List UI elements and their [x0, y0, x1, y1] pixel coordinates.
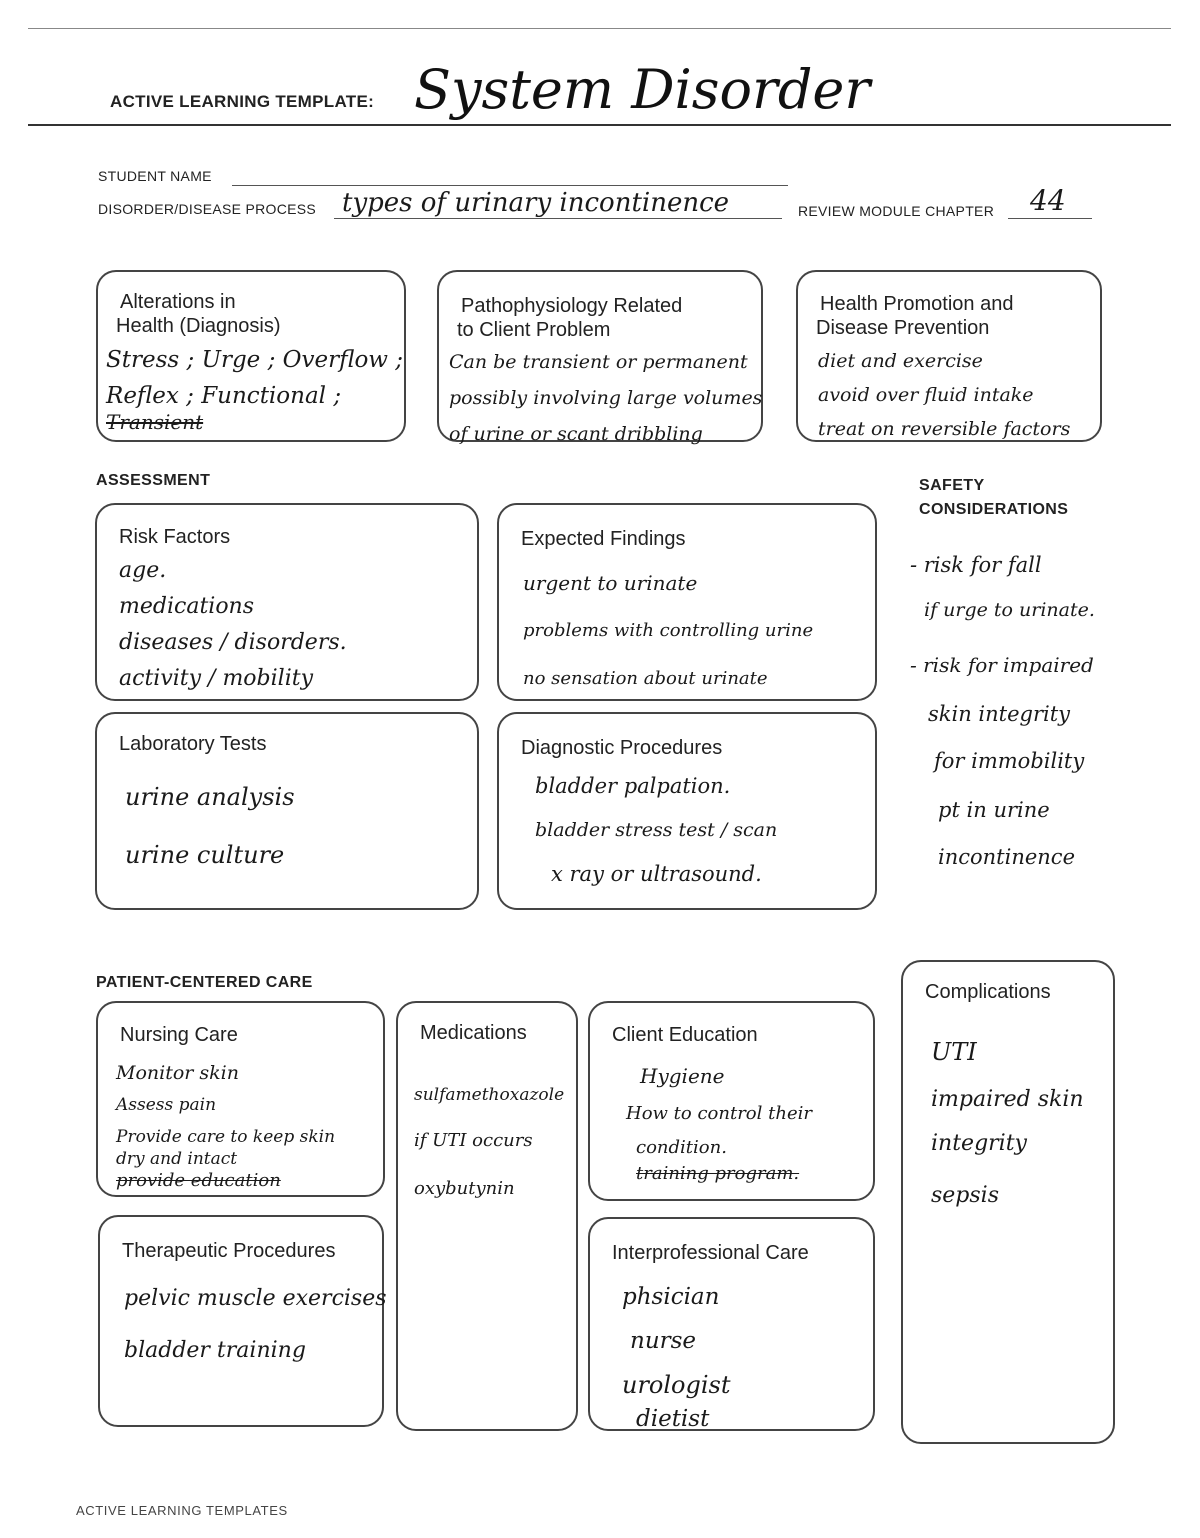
- expected-findings-line: urgent to urinate: [523, 571, 698, 595]
- laboratory-tests-line: urine culture: [125, 841, 285, 869]
- diagnostic-procedures-notes: [535, 764, 777, 896]
- health-promotion-line: avoid over fluid intake: [818, 384, 1034, 406]
- chapter-line: [1008, 218, 1092, 219]
- nursing-care-notes: [116, 1057, 335, 1197]
- therapeutic-procedures-box: [98, 1215, 387, 1427]
- safety-label: [919, 474, 1068, 522]
- footer-text: ACTIVE LEARNING TEMPLATES: [76, 1503, 288, 1518]
- client-education-title: Client Education: [612, 1024, 758, 1046]
- therapeutic-procedures-line: pelvic muscle exercises: [124, 1286, 387, 1311]
- expected-findings-line: no sensation about urinate: [523, 668, 768, 689]
- patient-care-section-label: PATIENT-CENTERED CARE: [96, 974, 313, 991]
- interprofessional-care-line: dietist: [636, 1406, 710, 1432]
- diagnostic-procedures-line: bladder palpation.: [535, 774, 731, 798]
- safety-line: - risk for impaired: [910, 653, 1094, 677]
- alterations-title-line2: Health (Diagnosis): [116, 315, 281, 337]
- therapeutic-procedures-title: Therapeutic Procedures: [122, 1240, 336, 1262]
- disorder-line: [334, 218, 782, 219]
- pathophysiology-title: [457, 294, 683, 342]
- interprofessional-care-notes: [622, 1275, 731, 1441]
- risk-factors-line: medications: [119, 594, 255, 619]
- medications-line: sulfamethoxazole: [414, 1085, 565, 1105]
- interprofessional-care-line: nurse: [630, 1328, 697, 1354]
- header-divider: [28, 124, 1171, 126]
- expected-findings-title: Expected Findings: [521, 528, 686, 550]
- nursing-care-line: Monitor skin: [116, 1062, 239, 1084]
- nursing-care-line: provide education: [116, 1170, 281, 1191]
- pathophysiology-box: [437, 270, 763, 445]
- risk-factors-title: Risk Factors: [119, 526, 231, 548]
- client-education-line: condition.: [636, 1137, 727, 1158]
- alterations-title-line1: Alterations in: [120, 291, 236, 313]
- safety-line: - risk for fall: [910, 553, 1042, 577]
- complications-line: impaired skin: [931, 1087, 1084, 1112]
- pathophysiology-title-line2: to Client Problem: [457, 319, 611, 341]
- diagnostic-procedures-box: [497, 712, 877, 910]
- health-promotion-line: treat on reversible factors: [818, 418, 1071, 440]
- client-education-box: [588, 1001, 875, 1201]
- nursing-care-line: Provide care to keep skin: [116, 1127, 336, 1147]
- interprofessional-care-box: [588, 1217, 875, 1431]
- pathophysiology-line: of urine or scant dribbling: [449, 423, 703, 445]
- safety-label-line1: SAFETY: [919, 477, 985, 494]
- medications-notes: [414, 1069, 564, 1215]
- interprofessional-care-line: urologist: [622, 1371, 731, 1399]
- nursing-care-line: Assess pain: [116, 1095, 217, 1115]
- laboratory-tests-notes: [125, 768, 295, 884]
- diagnostic-procedures-line: bladder stress test / scan: [535, 819, 778, 841]
- pathophysiology-line: Can be transient or permanent: [449, 351, 748, 373]
- medications-line: oxybutynin: [414, 1178, 515, 1199]
- complications-title: Complications: [925, 981, 1051, 1003]
- safety-line: incontinence: [938, 845, 1075, 869]
- disorder-label: DISORDER/DISEASE PROCESS: [98, 201, 317, 217]
- nursing-care-line: dry and intact: [116, 1149, 238, 1169]
- risk-factors-notes: [119, 553, 347, 697]
- complications-notes: [931, 1028, 1084, 1220]
- student-name-label: STUDENT NAME: [98, 168, 212, 184]
- complications-line: integrity: [931, 1131, 1027, 1156]
- complications-line: sepsis: [931, 1183, 1000, 1208]
- complications-box: [901, 960, 1115, 1444]
- safety-line: for immobility: [934, 749, 1085, 773]
- risk-factors-line: age.: [119, 558, 167, 583]
- diagnostic-procedures-line: x ray or ultrasound.: [551, 862, 762, 886]
- client-education-notes: [626, 1059, 812, 1191]
- chapter-value[interactable]: 44: [1030, 184, 1066, 217]
- client-education-line: training program.: [636, 1163, 800, 1184]
- chapter-label: REVIEW MODULE CHAPTER: [798, 203, 995, 219]
- laboratory-tests-title: Laboratory Tests: [119, 733, 267, 755]
- health-promotion-title-line2: Disease Prevention: [816, 317, 990, 339]
- alterations-notes: [106, 342, 403, 440]
- health-promotion-line: diet and exercise: [818, 350, 983, 372]
- pathophysiology-title-line1: Pathophysiology Related: [461, 295, 683, 317]
- expected-findings-box: [497, 503, 877, 701]
- client-education-line: Hygiene: [640, 1064, 725, 1088]
- safety-line: if urge to urinate.: [924, 599, 1095, 621]
- medications-title: Medications: [420, 1022, 527, 1044]
- medications-line: if UTI occurs: [414, 1130, 533, 1151]
- interprofessional-care-title: Interprofessional Care: [612, 1242, 809, 1264]
- health-promotion-title-line1: Health Promotion and: [820, 293, 1014, 315]
- laboratory-tests-line: urine analysis: [125, 783, 295, 811]
- client-education-line: How to control their: [626, 1103, 812, 1124]
- alterations-title: [116, 290, 281, 338]
- safety-label-line2: CONSIDERATIONS: [919, 501, 1069, 518]
- risk-factors-box: [95, 503, 479, 701]
- nursing-care-box: [96, 1001, 385, 1197]
- alterations-box: [96, 270, 406, 442]
- disorder-value[interactable]: types of urinary incontinence: [342, 188, 730, 218]
- template-title: System Disorder: [414, 58, 871, 121]
- therapeutic-procedures-notes: [124, 1273, 387, 1377]
- alterations-line: Transient: [106, 410, 204, 434]
- safety-line: pt in urine: [938, 798, 1050, 822]
- interprofessional-care-line: phsician: [622, 1284, 720, 1310]
- pathophysiology-notes: [449, 344, 762, 452]
- alterations-line: Reflex ; Functional ;: [106, 383, 342, 409]
- safety-line: skin integrity: [928, 702, 1071, 726]
- pathophysiology-line: possibly involving large volumes: [449, 387, 763, 409]
- safety-notes: [910, 538, 1095, 885]
- complications-line: UTI: [931, 1038, 977, 1066]
- nursing-care-title: Nursing Care: [120, 1024, 238, 1046]
- alterations-line: Stress ; Urge ; Overflow ;: [106, 347, 404, 373]
- medications-box: [396, 1001, 578, 1431]
- health-promotion-title: [816, 292, 1014, 340]
- risk-factors-line: activity / mobility: [119, 666, 314, 691]
- assessment-section-label: ASSESSMENT: [96, 472, 211, 489]
- risk-factors-line: diseases / disorders.: [119, 630, 347, 655]
- health-promotion-box: [796, 270, 1102, 442]
- therapeutic-procedures-line: bladder training: [124, 1338, 306, 1363]
- health-promotion-notes: [818, 344, 1070, 446]
- diagnostic-procedures-title: Diagnostic Procedures: [521, 737, 723, 759]
- template-label: ACTIVE LEARNING TEMPLATE:: [110, 92, 375, 111]
- expected-findings-line: problems with controlling urine: [523, 620, 814, 641]
- laboratory-tests-box: [95, 712, 479, 910]
- expected-findings-notes: [523, 559, 813, 703]
- student-name-line: [232, 185, 788, 186]
- top-scan-line: [28, 28, 1171, 29]
